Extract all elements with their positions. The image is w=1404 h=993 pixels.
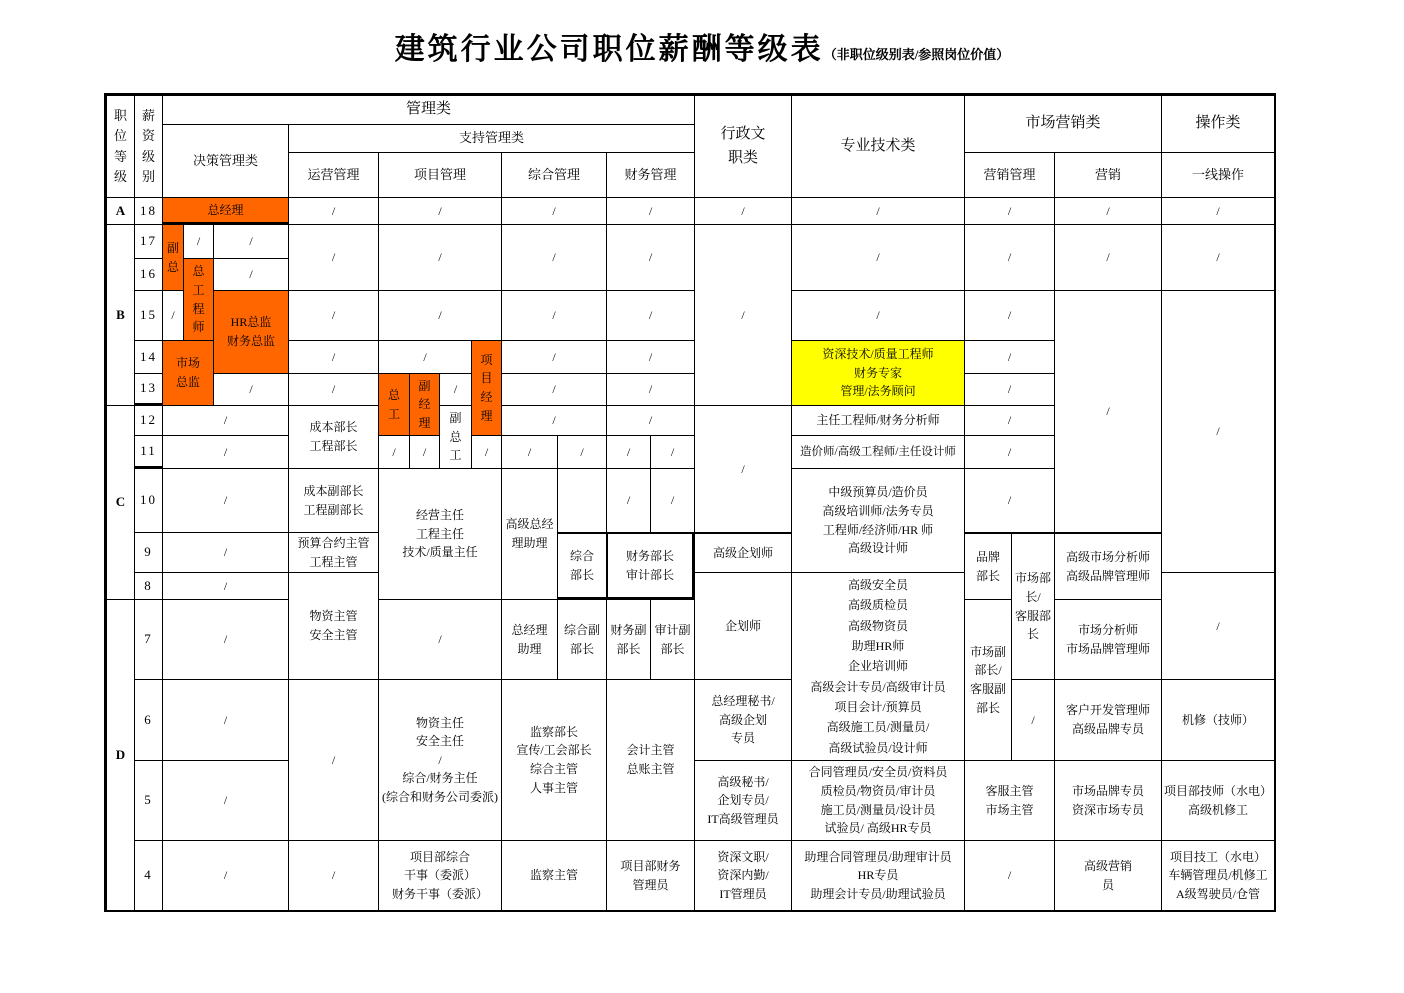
header-finance-mgmt: 财务管理 bbox=[606, 152, 694, 197]
grade-16: 16 bbox=[134, 258, 162, 290]
cell-slash: / bbox=[288, 340, 378, 373]
grade-4: 4 bbox=[134, 840, 162, 910]
cell-blank bbox=[557, 468, 606, 532]
cell-slash: / bbox=[378, 290, 501, 340]
cell-supervision-supervisor: 监察主管 bbox=[501, 840, 606, 910]
cell-gm-secretary: 总经理秘书/ 高级企划 专员 bbox=[694, 679, 791, 760]
cell-slash: / bbox=[378, 197, 501, 224]
header-marketing-category: 市场营销类 bbox=[964, 95, 1161, 152]
header-management: 管理类 bbox=[162, 95, 694, 124]
grade-11: 11 bbox=[134, 435, 162, 468]
header-support-mgmt: 支持管理类 bbox=[288, 124, 694, 152]
grade-13: 13 bbox=[134, 373, 162, 405]
cell-slash: / bbox=[288, 679, 378, 840]
header-marketing-mgmt: 营销管理 bbox=[964, 152, 1054, 197]
cell-project-finance-admin: 项目部财务 管理员 bbox=[606, 840, 694, 910]
cell-slash: / bbox=[964, 435, 1054, 468]
cell-project-clerk: 项目部综合 干事（委派） 财务干事（委派） bbox=[378, 840, 501, 910]
grade-8: 8 bbox=[134, 572, 162, 599]
cell-general-deputy: 综合副 部长 bbox=[557, 599, 606, 679]
header-general-mgmt: 综合管理 bbox=[501, 152, 606, 197]
cell-slash: / bbox=[288, 224, 378, 290]
cell-slash: / bbox=[162, 679, 288, 760]
cell-slash: / bbox=[213, 224, 288, 258]
cell-project-technician: 项目部技师（水电） 高级机修工 bbox=[1161, 760, 1274, 840]
cell-material-safety-director: 物资主任 安全主任 / 综合/财务主任 (综合和财务公司委派) bbox=[378, 679, 501, 840]
cell-slash: / bbox=[964, 405, 1054, 435]
cell-slash: / bbox=[471, 435, 501, 468]
page-title-main: 建筑行业公司职位薪酬等级表 bbox=[394, 33, 824, 66]
level-b: B bbox=[106, 224, 134, 405]
cell-market-service-deputy: 市场副 部长/ 客服副 部长 bbox=[964, 599, 1011, 760]
header-marketing: 营销 bbox=[1054, 152, 1161, 197]
cell-senior-planner: 高级企划师 bbox=[694, 532, 791, 572]
cell-slash: / bbox=[288, 840, 378, 910]
cell-project-manager: 项 目 经 理 bbox=[471, 340, 501, 435]
cell-project-directors: 经营主任 工程主任 技术/质量主任 bbox=[378, 468, 501, 599]
cell-slash: / bbox=[162, 840, 288, 910]
header-decision-mgmt: 决策管理类 bbox=[162, 124, 288, 197]
cell-slash: / bbox=[162, 435, 288, 468]
cell-slash: / bbox=[964, 373, 1054, 405]
cell-finance-deputy: 财务副 部长 bbox=[606, 599, 650, 679]
cell-slash: / bbox=[694, 197, 791, 224]
header-operations-category: 操作类 bbox=[1161, 95, 1274, 152]
cell-slash: / bbox=[501, 435, 557, 468]
grade-9: 9 bbox=[134, 532, 162, 572]
header-operation-mgmt: 运营管理 bbox=[288, 152, 378, 197]
cell-market-brand-specialist: 市场品牌专员 资深市场专员 bbox=[1054, 760, 1161, 840]
cell-slash: / bbox=[409, 435, 439, 468]
cell-accounting-supervisor: 会计主管 总账主管 bbox=[606, 679, 694, 840]
grade-12: 12 bbox=[134, 405, 162, 435]
cell-slash: / bbox=[162, 468, 288, 532]
cell-slash: / bbox=[439, 373, 471, 405]
cell-supervision-chiefs: 监察部长 宣传/工会部长 综合主管 人事主管 bbox=[501, 679, 606, 840]
grade-15: 15 bbox=[134, 290, 162, 340]
cell-slash: / bbox=[606, 340, 694, 373]
cell-senior-sales: 高级营销 员 bbox=[1054, 840, 1161, 910]
cell-slash: / bbox=[606, 197, 694, 224]
cell-senior-clerk: 资深文职/ 资深内勤/ IT管理员 bbox=[694, 840, 791, 910]
page-title-suffix: （非职位级别表/参照岗位价值） bbox=[823, 47, 1010, 62]
level-c: C bbox=[106, 405, 134, 599]
header-salary-grade: 薪 资 级 别 bbox=[134, 95, 162, 197]
cell-market-service-chief: 市场部 长/ 客服部 长 bbox=[1011, 532, 1054, 679]
grade-14: 14 bbox=[134, 340, 162, 373]
cell-mid-level-technical: 中级预算员/造价员 高级培训师/法务专员 工程师/经济师/HR 师 高级设计师 bbox=[791, 468, 964, 572]
cell-mechanic-technician: 机修（技师） bbox=[1161, 679, 1274, 760]
cell-slash: / bbox=[791, 224, 964, 290]
header-position-level: 职 位 等 级 bbox=[106, 95, 134, 197]
cell-slash: / bbox=[213, 258, 288, 290]
cell-general-manager: 总经理 bbox=[162, 197, 288, 224]
cell-slash: / bbox=[606, 373, 694, 405]
grade-5: 5 bbox=[134, 760, 162, 840]
cell-marketing-director: 市场 总监 bbox=[162, 340, 213, 405]
cell-slash: / bbox=[162, 760, 288, 840]
cell-slash: / bbox=[964, 224, 1054, 290]
salary-grade-table bbox=[104, 93, 1276, 912]
cell-slash: / bbox=[1054, 290, 1161, 532]
cell-slash: / bbox=[1161, 572, 1274, 679]
cell-slash: / bbox=[1054, 224, 1161, 290]
cell-planner: 企划师 bbox=[694, 572, 791, 679]
cell-slash: / bbox=[162, 532, 288, 572]
cell-slash: / bbox=[606, 405, 694, 435]
grade-18: 18 bbox=[134, 197, 162, 224]
cell-slash: / bbox=[650, 468, 694, 532]
header-technical-category: 专业技术类 bbox=[791, 95, 964, 197]
cell-slash: / bbox=[557, 435, 606, 468]
cell-slash: / bbox=[213, 373, 288, 405]
cell-slash: / bbox=[1011, 679, 1054, 760]
cell-slash: / bbox=[288, 373, 378, 405]
cell-slash: / bbox=[183, 224, 213, 258]
cell-budget-contract-supervisor: 预算合约主管 工程主管 bbox=[288, 532, 378, 572]
cell-slash: / bbox=[1161, 224, 1274, 290]
cell-audit-deputy: 审计副 部长 bbox=[650, 599, 694, 679]
cell-cost-eng-deputy: 成本副部长 工程副部长 bbox=[288, 468, 378, 532]
cell-slash: / bbox=[501, 405, 606, 435]
cell-slash: / bbox=[501, 290, 606, 340]
cell-slash: / bbox=[501, 373, 606, 405]
cell-slash: / bbox=[378, 435, 409, 468]
grade-17: 17 bbox=[134, 224, 162, 258]
header-frontline: 一线操作 bbox=[1161, 152, 1274, 197]
cell-slash: / bbox=[964, 340, 1054, 373]
cell-senior-experts: 资深技术/质量工程师 财务专家 管理/法务顾问 bbox=[791, 340, 964, 405]
cell-slash: / bbox=[1054, 197, 1161, 224]
level-a: A bbox=[106, 197, 134, 224]
cell-slash: / bbox=[501, 340, 606, 373]
cell-slash: / bbox=[378, 599, 501, 679]
cell-brand-chief: 品牌 部长 bbox=[964, 532, 1011, 599]
cell-hr-finance-director: HR总监 财务总监 bbox=[213, 290, 288, 373]
cell-slash: / bbox=[378, 224, 501, 290]
cell-slash: / bbox=[288, 290, 378, 340]
cell-senior-technical-staff: 高级安全员 高级质检员 高级物资员 助理HR师 企业培训师 高级会计专员/高级审计员 项目会计/预算员 高级施工员/测量员/ 高级试验员/设计师 bbox=[791, 572, 964, 760]
cell-slash: / bbox=[791, 197, 964, 224]
cell-slash: / bbox=[501, 197, 606, 224]
cell-project-worker: 项目技工（水电） 车辆管理员/机修工 A级驾驶员/仓管 bbox=[1161, 840, 1274, 910]
cell-slash: / bbox=[162, 290, 183, 340]
cell-senior-market-analyst: 高级市场分析师 高级品牌管理师 bbox=[1054, 532, 1161, 599]
cell-material-safety-supervisor: 物资主管 安全主管 bbox=[288, 572, 378, 679]
cell-slash: / bbox=[694, 224, 791, 405]
cell-slash: / bbox=[1161, 290, 1274, 572]
cell-general-chief: 综合 部长 bbox=[557, 532, 606, 599]
grade-7: 7 bbox=[134, 599, 162, 679]
cell-slash: / bbox=[694, 405, 791, 532]
level-d: D bbox=[106, 599, 134, 910]
cell-deputy-chief-eng: 副 总 工 bbox=[439, 405, 471, 468]
cell-slash: / bbox=[650, 435, 694, 468]
cell-senior-gm-assistant: 高级总经 理助理 bbox=[501, 468, 557, 599]
grade-10: 10 bbox=[134, 468, 162, 532]
cell-chief-engineer-analyst: 主任工程师/财务分析师 bbox=[791, 405, 964, 435]
page-title bbox=[0, 24, 1404, 68]
cell-slash: / bbox=[606, 435, 650, 468]
cell-slash: / bbox=[964, 197, 1054, 224]
cell-slash: / bbox=[378, 340, 471, 373]
cell-technical-staff: 合同管理员/安全员/资料员 质检员/物资员/审计员 施工员/测量员/设计员 试验员/ 高级HR专员 bbox=[791, 760, 964, 840]
cell-slash: / bbox=[162, 572, 288, 599]
cell-slash: / bbox=[791, 290, 964, 340]
cell-slash: / bbox=[606, 290, 694, 340]
cell-market-analyst: 市场分析师 市场品牌管理师 bbox=[1054, 599, 1161, 679]
cell-slash: / bbox=[288, 197, 378, 224]
cell-deputy-manager: 副 经 理 bbox=[409, 373, 439, 435]
grade-6: 6 bbox=[134, 679, 162, 760]
cell-slash: / bbox=[501, 224, 606, 290]
cell-cost-engineer-designer: 造价师/高级工程师/主任设计师 bbox=[791, 435, 964, 468]
cell-cost-eng-chief: 成本部长 工程部长 bbox=[288, 405, 378, 468]
cell-senior-secretary: 高级秘书/ 企划专员/ IT高级管理员 bbox=[694, 760, 791, 840]
cell-gm-assistant: 总经理 助理 bbox=[501, 599, 557, 679]
cell-slash: / bbox=[162, 405, 288, 435]
cell-slash: / bbox=[964, 468, 1054, 532]
cell-slash: / bbox=[606, 468, 650, 532]
cell-chief-engineer: 总 工 程 师 bbox=[183, 258, 213, 340]
cell-chief-eng-short: 总 工 bbox=[378, 373, 409, 435]
cell-slash: / bbox=[964, 840, 1054, 910]
cell-slash: / bbox=[162, 599, 288, 679]
cell-vice-gm: 副 总 bbox=[162, 224, 183, 290]
cell-slash: / bbox=[964, 290, 1054, 340]
cell-assistant-technical-staff: 助理合同管理员/助理审计员 HR专员 助理会计专员/助理试验员 bbox=[791, 840, 964, 910]
cell-customer-dev-manager: 客户开发管理师 高级品牌专员 bbox=[1054, 679, 1161, 760]
cell-slash: / bbox=[1161, 197, 1274, 224]
header-project-mgmt: 项目管理 bbox=[378, 152, 501, 197]
cell-finance-audit-chief: 财务部长 审计部长 bbox=[606, 532, 694, 599]
cell-slash: / bbox=[606, 224, 694, 290]
cell-service-market-supervisor: 客服主管 市场主管 bbox=[964, 760, 1054, 840]
header-admin-category: 行政文 职类 bbox=[694, 95, 791, 197]
